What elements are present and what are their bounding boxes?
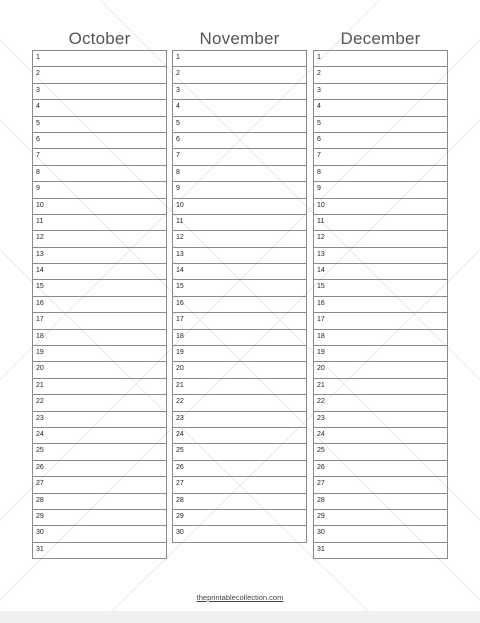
day-row[interactable] xyxy=(33,526,166,542)
day-number: 30 xyxy=(317,529,325,537)
day-number: 26 xyxy=(36,463,44,471)
day-number: 29 xyxy=(36,512,44,520)
day-number: 16 xyxy=(317,299,325,307)
day-number: 12 xyxy=(176,234,184,242)
day-row[interactable] xyxy=(314,199,447,215)
day-number: 29 xyxy=(176,512,184,520)
day-row[interactable] xyxy=(314,280,447,296)
day-number: 14 xyxy=(36,267,44,275)
day-row[interactable] xyxy=(173,117,306,133)
day-number: 23 xyxy=(317,414,325,422)
day-number: 6 xyxy=(176,135,180,143)
day-number: 9 xyxy=(36,185,40,193)
day-number: 28 xyxy=(317,496,325,504)
bottom-band xyxy=(0,611,480,623)
day-number: 24 xyxy=(36,430,44,438)
day-number: 2 xyxy=(317,70,321,78)
day-row[interactable] xyxy=(33,330,166,346)
day-number: 21 xyxy=(36,381,44,389)
day-row[interactable] xyxy=(33,231,166,247)
day-number: 30 xyxy=(36,529,44,537)
day-number: 20 xyxy=(176,365,184,373)
day-row[interactable] xyxy=(173,428,306,444)
month-title: October xyxy=(68,29,131,48)
day-number: 27 xyxy=(317,480,325,488)
day-row[interactable] xyxy=(33,510,166,526)
day-number: 1 xyxy=(36,54,40,61)
day-number: 21 xyxy=(176,381,184,389)
day-row[interactable] xyxy=(33,362,166,378)
day-number: 4 xyxy=(176,103,180,111)
day-number: 29 xyxy=(317,512,325,520)
day-list xyxy=(32,50,167,559)
day-number: 3 xyxy=(176,86,180,94)
day-row[interactable] xyxy=(314,231,447,247)
day-number: 23 xyxy=(36,414,44,422)
day-row[interactable] xyxy=(314,477,447,493)
day-row[interactable] xyxy=(314,444,447,460)
day-number: 26 xyxy=(317,463,325,471)
day-number: 10 xyxy=(176,201,184,209)
day-number: 17 xyxy=(176,316,184,324)
day-row[interactable] xyxy=(173,100,306,116)
day-row[interactable] xyxy=(314,51,447,67)
month-column-december xyxy=(313,28,448,559)
day-number: 7 xyxy=(36,152,40,160)
day-number: 17 xyxy=(317,316,325,324)
day-number: 4 xyxy=(36,103,40,111)
day-row[interactable] xyxy=(314,510,447,526)
day-number: 24 xyxy=(317,430,325,438)
day-number: 21 xyxy=(317,381,325,389)
day-row[interactable] xyxy=(33,395,166,411)
day-number: 31 xyxy=(36,545,44,553)
day-number: 8 xyxy=(36,168,40,176)
day-row[interactable] xyxy=(173,199,306,215)
day-row[interactable] xyxy=(314,412,447,428)
day-number: 22 xyxy=(36,398,44,406)
day-row[interactable] xyxy=(314,330,447,346)
day-row[interactable] xyxy=(173,412,306,428)
day-row[interactable] xyxy=(314,166,447,182)
day-row[interactable] xyxy=(33,166,166,182)
day-row[interactable] xyxy=(33,248,166,264)
day-row[interactable] xyxy=(33,215,166,231)
day-number: 28 xyxy=(176,496,184,504)
day-number: 11 xyxy=(36,217,44,225)
day-row[interactable] xyxy=(314,346,447,362)
day-number: 19 xyxy=(36,349,44,357)
day-number: 8 xyxy=(317,168,321,176)
day-number: 27 xyxy=(176,480,184,488)
day-number: 16 xyxy=(36,299,44,307)
day-row[interactable] xyxy=(173,84,306,100)
month-column-october xyxy=(32,28,167,559)
day-number: 6 xyxy=(36,135,40,143)
day-number: 25 xyxy=(176,447,184,455)
day-list xyxy=(172,50,307,543)
day-number: 1 xyxy=(176,54,180,61)
day-row[interactable] xyxy=(33,199,166,215)
day-row[interactable] xyxy=(33,444,166,460)
day-row[interactable] xyxy=(314,215,447,231)
day-number: 1 xyxy=(317,54,321,61)
day-row[interactable] xyxy=(173,494,306,510)
day-number: 12 xyxy=(36,234,44,242)
day-number: 15 xyxy=(317,283,325,291)
day-row[interactable] xyxy=(314,100,447,116)
day-row[interactable] xyxy=(173,313,306,329)
day-number: 13 xyxy=(317,250,325,258)
day-row[interactable] xyxy=(173,51,306,67)
day-row[interactable] xyxy=(173,215,306,231)
day-row[interactable] xyxy=(173,346,306,362)
day-number: 7 xyxy=(176,152,180,160)
day-row[interactable] xyxy=(33,494,166,510)
day-row[interactable] xyxy=(314,264,447,280)
day-row[interactable] xyxy=(33,543,166,559)
day-row[interactable] xyxy=(314,526,447,542)
day-number: 18 xyxy=(176,332,184,340)
day-row[interactable] xyxy=(173,248,306,264)
day-list xyxy=(313,50,448,559)
day-number: 12 xyxy=(317,234,325,242)
day-number: 30 xyxy=(176,529,184,537)
day-number: 25 xyxy=(317,447,325,455)
day-number: 31 xyxy=(317,545,325,553)
day-number: 13 xyxy=(36,250,44,258)
day-number: 22 xyxy=(176,398,184,406)
day-number: 22 xyxy=(317,398,325,406)
day-row[interactable] xyxy=(314,379,447,395)
day-row[interactable] xyxy=(173,477,306,493)
month-title: November xyxy=(199,29,280,48)
month-title: December xyxy=(340,29,421,48)
day-number: 20 xyxy=(36,365,44,373)
day-number: 2 xyxy=(176,70,180,78)
day-row[interactable] xyxy=(314,117,447,133)
day-number: 6 xyxy=(317,135,321,143)
day-row[interactable] xyxy=(314,133,447,149)
day-row[interactable] xyxy=(33,67,166,83)
day-number: 15 xyxy=(176,283,184,291)
day-row[interactable] xyxy=(33,428,166,444)
day-row[interactable] xyxy=(33,84,166,100)
day-row[interactable] xyxy=(173,444,306,460)
day-number: 9 xyxy=(317,185,321,193)
day-number: 11 xyxy=(317,217,325,225)
day-number: 13 xyxy=(176,250,184,258)
day-row[interactable] xyxy=(33,149,166,165)
day-row[interactable] xyxy=(314,461,447,477)
day-number: 2 xyxy=(36,70,40,78)
day-number: 4 xyxy=(317,103,321,111)
day-row[interactable] xyxy=(33,461,166,477)
day-row[interactable] xyxy=(173,67,306,83)
day-number: 9 xyxy=(176,185,180,193)
day-row[interactable] xyxy=(173,166,306,182)
day-row[interactable] xyxy=(33,313,166,329)
day-row[interactable] xyxy=(314,543,447,559)
day-row[interactable] xyxy=(314,248,447,264)
day-row[interactable] xyxy=(314,182,447,198)
day-row[interactable] xyxy=(33,280,166,296)
day-number: 15 xyxy=(36,283,44,291)
day-number: 24 xyxy=(176,430,184,438)
day-row[interactable] xyxy=(173,526,306,542)
day-number: 7 xyxy=(317,152,321,160)
day-row[interactable] xyxy=(173,182,306,198)
day-row[interactable] xyxy=(33,264,166,280)
day-row[interactable] xyxy=(314,297,447,313)
day-row[interactable] xyxy=(173,379,306,395)
footer-link[interactable]: theprintablecollection.com xyxy=(196,593,284,602)
day-number: 18 xyxy=(36,332,44,340)
day-row[interactable] xyxy=(314,67,447,83)
day-row[interactable] xyxy=(33,346,166,362)
day-row[interactable] xyxy=(173,264,306,280)
day-row[interactable] xyxy=(173,330,306,346)
day-number: 11 xyxy=(176,217,184,225)
day-row[interactable] xyxy=(314,428,447,444)
day-number: 10 xyxy=(317,201,325,209)
day-number: 28 xyxy=(36,496,44,504)
day-row[interactable] xyxy=(33,379,166,395)
day-number: 25 xyxy=(36,447,44,455)
day-number: 16 xyxy=(176,299,184,307)
day-number: 19 xyxy=(317,349,325,357)
day-number: 17 xyxy=(36,316,44,324)
day-row[interactable] xyxy=(173,231,306,247)
day-number: 26 xyxy=(176,463,184,471)
day-number: 5 xyxy=(176,119,180,127)
day-number: 3 xyxy=(317,86,321,94)
day-number: 10 xyxy=(36,201,44,209)
day-row[interactable] xyxy=(314,84,447,100)
day-number: 14 xyxy=(176,267,184,275)
day-row[interactable] xyxy=(314,149,447,165)
day-number: 14 xyxy=(317,267,325,275)
day-row[interactable] xyxy=(33,412,166,428)
day-number: 18 xyxy=(317,332,325,340)
day-row[interactable] xyxy=(314,362,447,378)
day-row[interactable] xyxy=(314,494,447,510)
day-number: 3 xyxy=(36,86,40,94)
day-row[interactable] xyxy=(173,297,306,313)
day-row[interactable] xyxy=(33,117,166,133)
day-row[interactable] xyxy=(33,133,166,149)
day-row[interactable] xyxy=(173,395,306,411)
day-row[interactable] xyxy=(173,149,306,165)
day-row[interactable] xyxy=(33,51,166,67)
day-number: 23 xyxy=(176,414,184,422)
day-row[interactable] xyxy=(314,395,447,411)
day-row[interactable] xyxy=(173,362,306,378)
day-row[interactable] xyxy=(33,297,166,313)
day-number: 5 xyxy=(36,119,40,127)
day-row[interactable] xyxy=(33,182,166,198)
day-row[interactable] xyxy=(173,510,306,526)
day-row[interactable] xyxy=(314,313,447,329)
day-number: 8 xyxy=(176,168,180,176)
day-row[interactable] xyxy=(173,280,306,296)
month-column-november xyxy=(172,28,307,543)
day-number: 5 xyxy=(317,119,321,127)
day-row[interactable] xyxy=(173,461,306,477)
day-number: 20 xyxy=(317,365,325,373)
day-row[interactable] xyxy=(33,477,166,493)
day-row[interactable] xyxy=(33,100,166,116)
day-number: 27 xyxy=(36,480,44,488)
day-number: 19 xyxy=(176,349,184,357)
day-row[interactable] xyxy=(173,133,306,149)
